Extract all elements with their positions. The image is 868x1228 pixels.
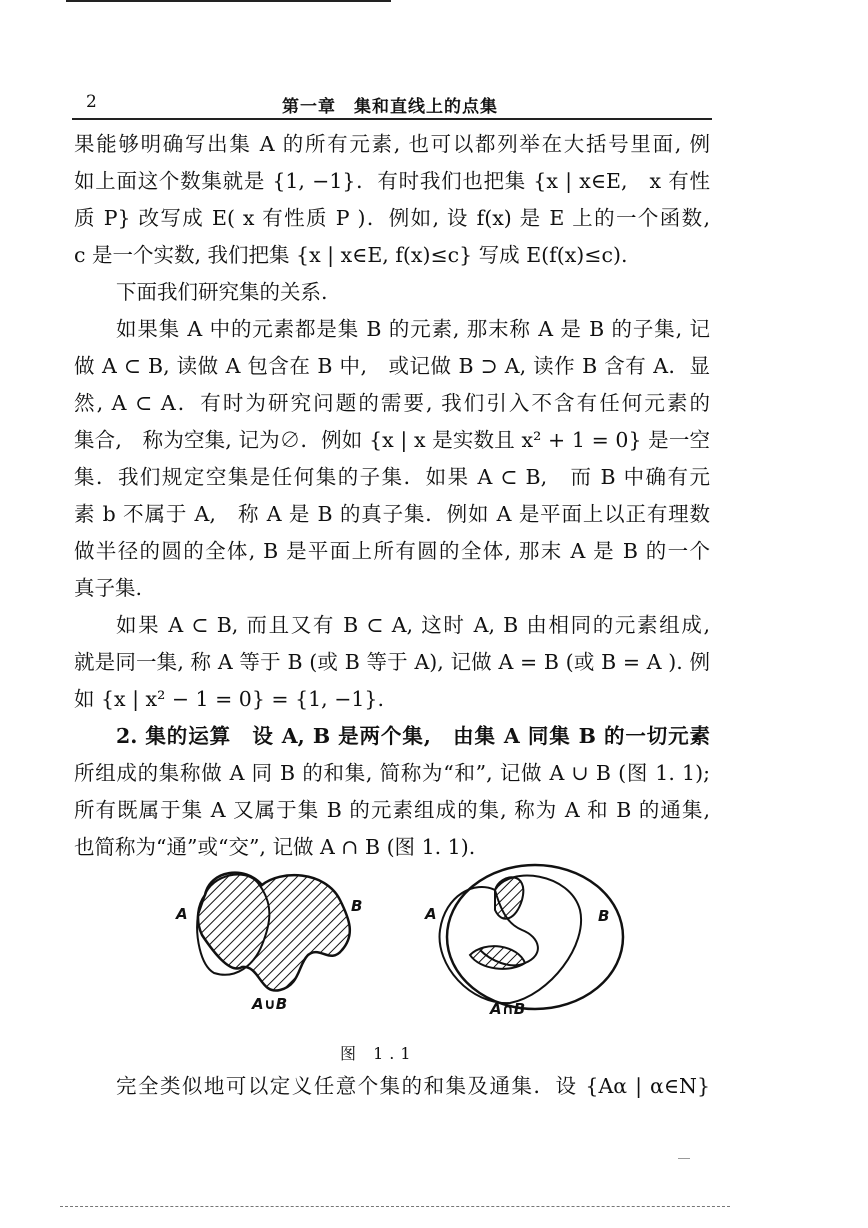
header-rule: [72, 118, 712, 120]
body-line: 如 {x | x² − 1 = 0} = {1, −1}.: [74, 687, 384, 711]
body-line: 就是同一集, 称 A 等于 B (或 B 等于 A), 记做 A = B (或 B = A ). 例: [74, 650, 710, 674]
body-line: 完全类似地可以定义任意个集的和集及通集．设 {Aα | α∈N}: [116, 1074, 710, 1098]
union-shape: [198, 873, 350, 991]
body-line: c 是一个实数, 我们把集 {x | x∈E, f(x)≤c} 写成 E(f(x)≤c).: [74, 243, 628, 267]
body-line: 素 b 不属于 A, 称 A 是 B 的真子集．例如 A 是平面上以正有理数: [74, 502, 710, 526]
left-label-a: A: [176, 905, 188, 923]
bottom-scan-rule: [60, 1206, 730, 1208]
scan-mark: [678, 1158, 690, 1159]
body-line: 集合, 称为空集, 记为∅．例如 {x | x 是实数且 x² + 1 = 0} 是一空: [74, 428, 710, 452]
body-line: 如果 A ⊂ B, 而且又有 B ⊂ A, 这时 A, B 由相同的元素组成,: [116, 613, 710, 637]
left-label-b: B: [351, 897, 363, 915]
body-line: 果能够明确写出集 A 的所有元素, 也可以都列举在大括号里面, 例: [74, 132, 710, 156]
section-heading-line: 2. 集的运算 设 A, B 是两个集, 由集 A 同集 B 的一切元素: [116, 724, 710, 748]
left-caption: A∪B: [252, 995, 288, 1013]
body-line: 如果集 A 中的元素都是集 B 的元素, 那末称 A 是 B 的子集, 记: [116, 317, 710, 341]
right-caption: A∩B: [490, 1000, 526, 1018]
page-header: [72, 92, 712, 116]
body-line: 做半径的圆的全体, B 是平面上所有圆的全体, 那末 A 是 B 的一个: [74, 539, 710, 563]
body-line: 集．我们规定空集是任何集的子集．如果 A ⊂ B, 而 B 中确有元: [74, 465, 710, 489]
body-line: 真子集.: [74, 576, 143, 600]
body-line: 质 P} 改写成 E( x 有性质 P )．例如, 设 f(x) 是 E 上的一个函数,: [74, 206, 710, 230]
set-b-outline: [447, 865, 623, 1009]
page-number: 2: [86, 92, 97, 112]
body-line: 然, A ⊂ A．有时为研究问题的需要, 我们引入不含有任何元素的: [74, 391, 710, 415]
body-line: 所组成的集称做 A 同 B 的和集, 简称为“和”, 记做 A ∪ B (图 1. 1);: [74, 761, 710, 785]
running-title: 第一章 集和直线上的点集: [282, 97, 498, 117]
body-line: 下面我们研究集的关系.: [116, 280, 328, 304]
body-line: 如上面这个数集就是 {1, −1}．有时我们也把集 {x | x∈E, x 有性: [74, 169, 710, 193]
union-diagram: [197, 873, 350, 991]
intersection-diagram: [440, 865, 623, 1009]
figure-caption: 图 1.1: [340, 1044, 417, 1063]
body-line: 所有既属于集 A 又属于集 B 的元素组成的集, 称为 A 和 B 的通集,: [74, 798, 710, 822]
right-label-a: A: [425, 905, 437, 923]
body-line: 也简称为“通”或“交”, 记做 A ∩ B (图 1. 1).: [74, 835, 476, 859]
right-label-b: B: [598, 907, 610, 925]
top-scan-rule: [66, 0, 391, 2]
body-line: 做 A ⊂ B, 读做 A 包含在 B 中, 或记做 B ⊃ A, 读作 B 含有 A．显: [74, 354, 710, 378]
